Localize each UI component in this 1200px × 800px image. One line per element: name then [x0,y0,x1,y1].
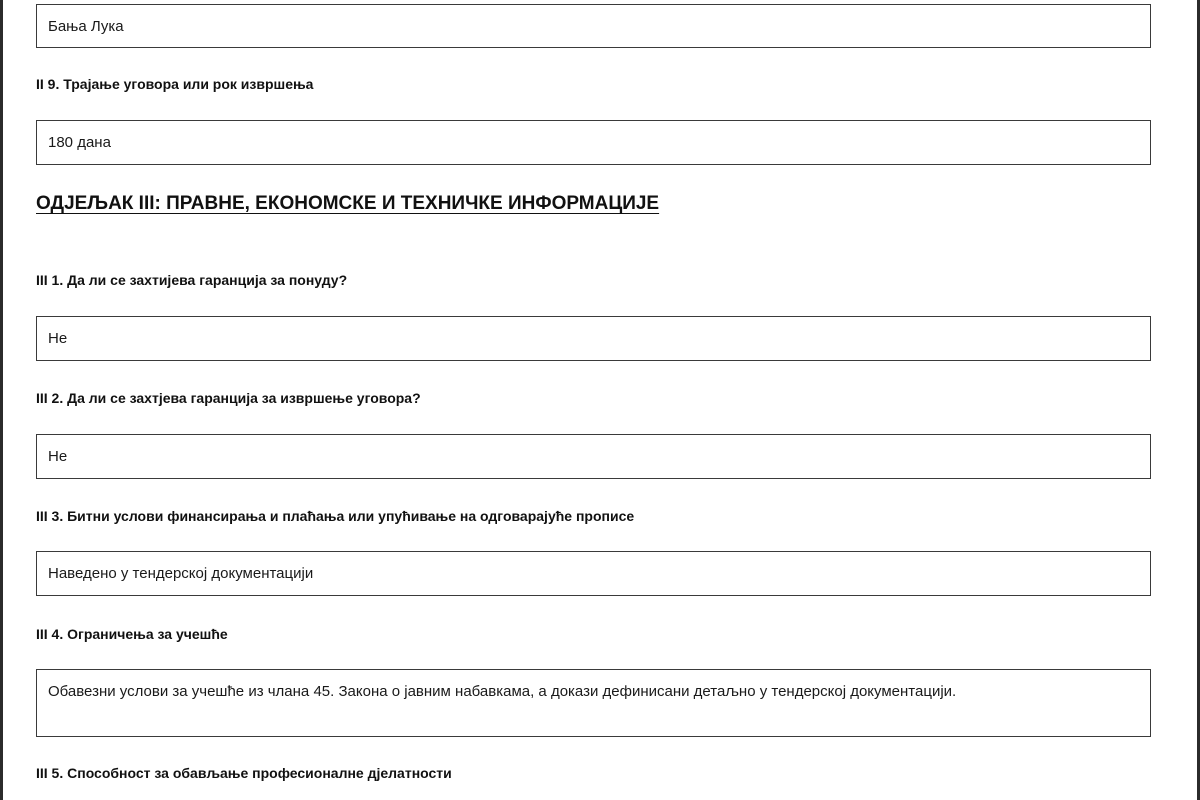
iii3-value-field: Наведено у тендерској документацији [36,551,1151,596]
iii4-value-field: Обавезни услови за учешће из члана 45. Закона о јавним набавкама, а докази дефинисани детаљно у тендерској документацији. [36,669,1151,737]
ii9-label: II 9. Трајање уговора или рок извршења [36,76,314,92]
ii9-value-field: 180 дана [36,120,1151,165]
iii2-value-field: Не [36,434,1151,479]
iii1-value-field: Не [36,316,1151,361]
section3-heading: ОДЈЕЉАК III: ПРАВНЕ, ЕКОНОМСКЕ И ТЕХНИЧКЕ ИНФОРМАЦИЈЕ [36,193,660,214]
iii3-label: III 3. Битни услови финансирања и плаћања или упућивање на одговарајуће прописе [36,508,635,524]
iii2-label: III 2. Да ли се захтјева гаранција за извршење уговора? [36,390,421,406]
iii5-label: III 5. Способност за обављање професионалне дјелатности [36,765,452,781]
ii8-value-field: Бања Лука [36,4,1151,48]
iii1-label: III 1. Да ли се захтијева гаранција за понуду? [36,272,348,288]
iii4-label: III 4. Ограничења за учешће [36,626,228,642]
